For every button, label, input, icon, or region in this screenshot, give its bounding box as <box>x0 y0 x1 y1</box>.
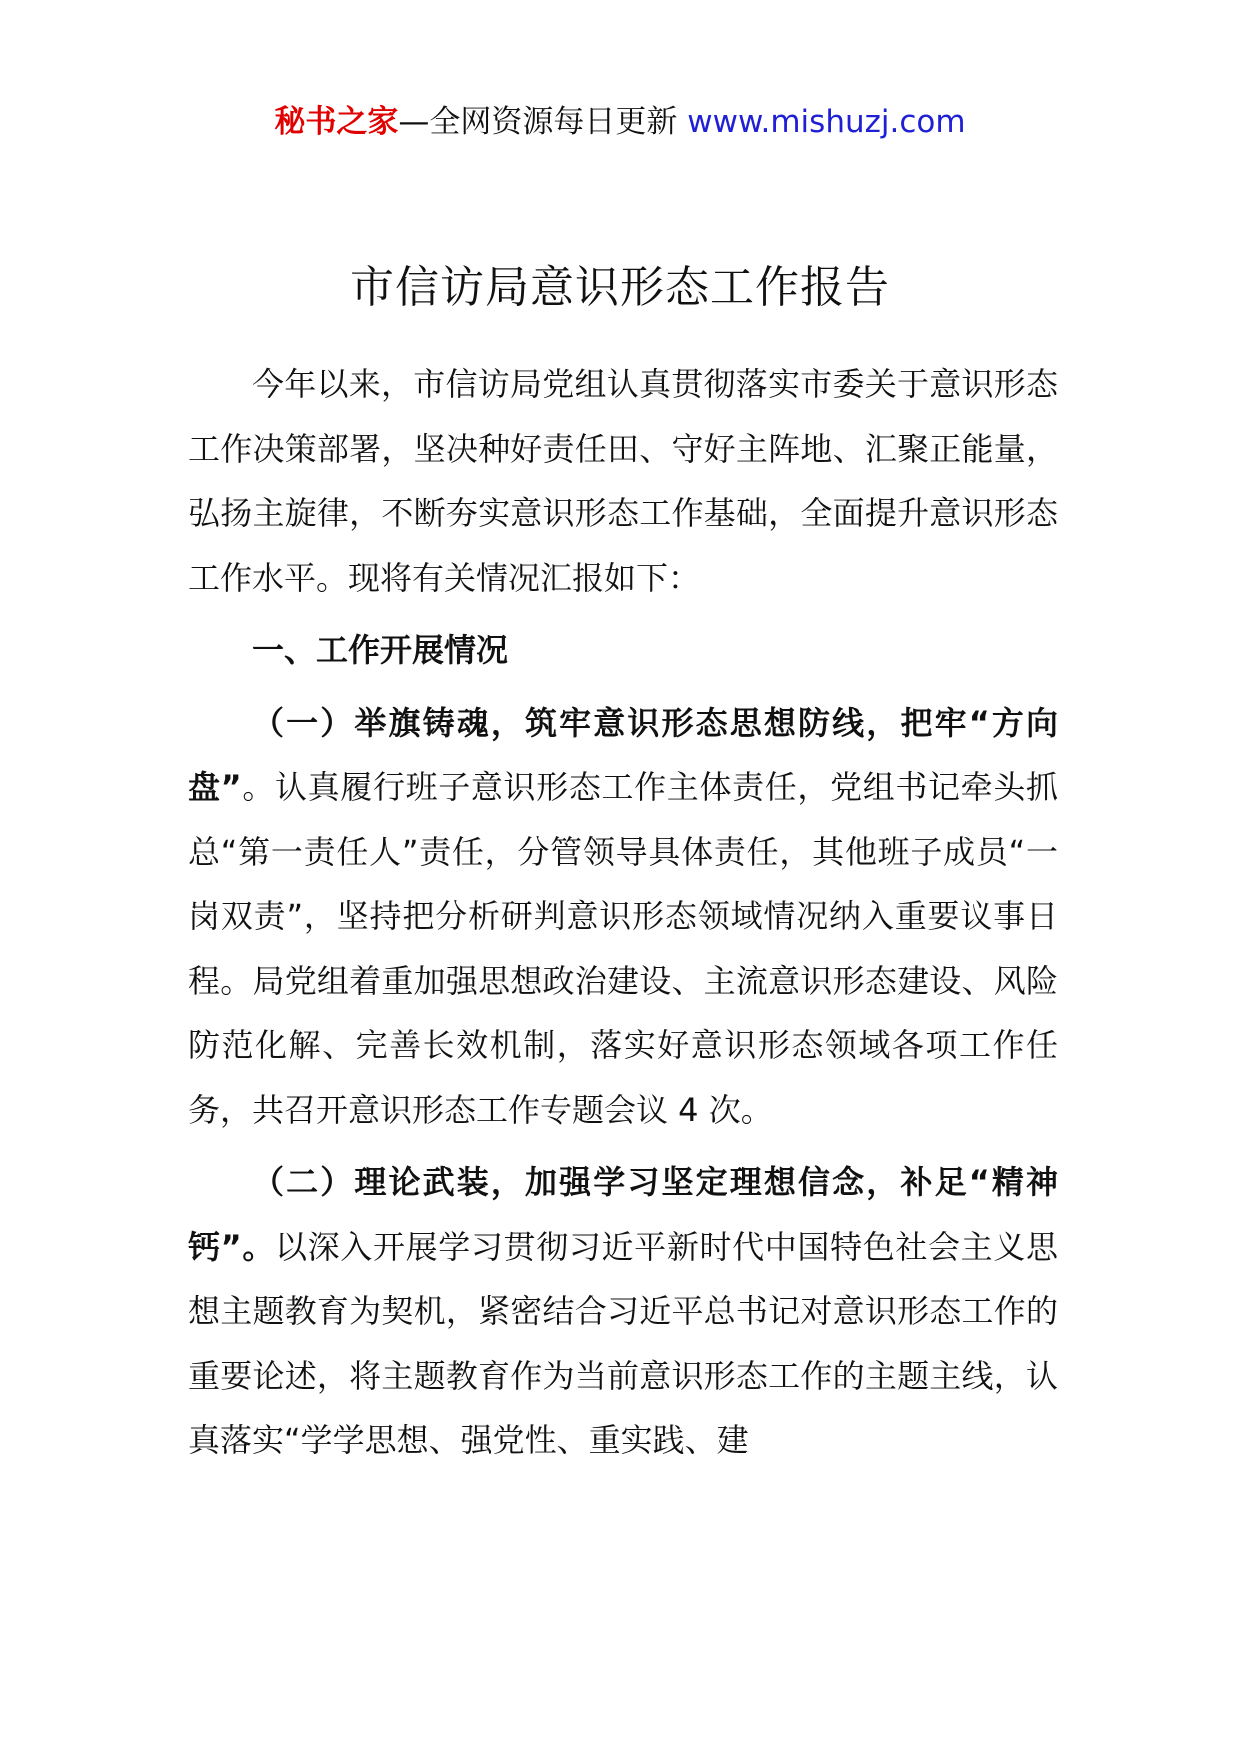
page-header <box>0 100 1240 144</box>
header-brand: 秘书之家 <box>274 104 399 140</box>
document-body <box>188 352 1058 1473</box>
header-url-link[interactable]: www.mishuzj.com <box>687 104 966 140</box>
subsection-heading-1: （一）举旗铸魂，筑牢意识形态思想防线，把牢“方向盘” <box>188 703 1058 806</box>
subsection-body-2: 以深入开展学习贯彻习近平新时代中国特色社会主义思想主题教育为契机，紧密结合习近平总书记对意识形态工作的重要论述，将主题教育作为当前意识形态工作的主题主线，认真落实“学学思想、强党性、重实践、建 <box>188 1227 1058 1459</box>
subsection-paragraph-2 <box>188 1150 1058 1473</box>
subsection-paragraph-1 <box>188 691 1058 1143</box>
subsection-heading-2: （二）理论武装，加强学习坚定理想信念，补足“精神钙”。 <box>188 1163 1058 1266</box>
section-heading: 一、工作开展情况 <box>252 631 509 669</box>
subsection-body-1: 。认真履行班子意识形态工作主体责任，党组书记牵头抓总“第一责任人”责任，分管领导具体责任，其他班子成员“一岗双责”，坚持把分析研判意识形态领域情况纳入重要议事日程。局党组着重加强思想政治建设、主流意识形态建设、风险防范化解、完善长效机制，落实好意识形态领域各项工作任务，共召开意识形态工作专题会议 4 次。 <box>188 768 1058 1129</box>
document-title: 市信访局意识形态工作报告 <box>350 262 890 313</box>
header-tagline: —全网资源每日更新 <box>398 104 678 140</box>
intro-paragraph: 今年以来，市信访局党组认真贯彻落实市委关于意识形态工作决策部署，坚决种好责任田、守好主阵地、汇聚正能量，弘扬主旋律，不断夯实意识形态工作基础，全面提升意识形态工作水平。现将有关情况汇报如下： <box>188 365 1058 597</box>
